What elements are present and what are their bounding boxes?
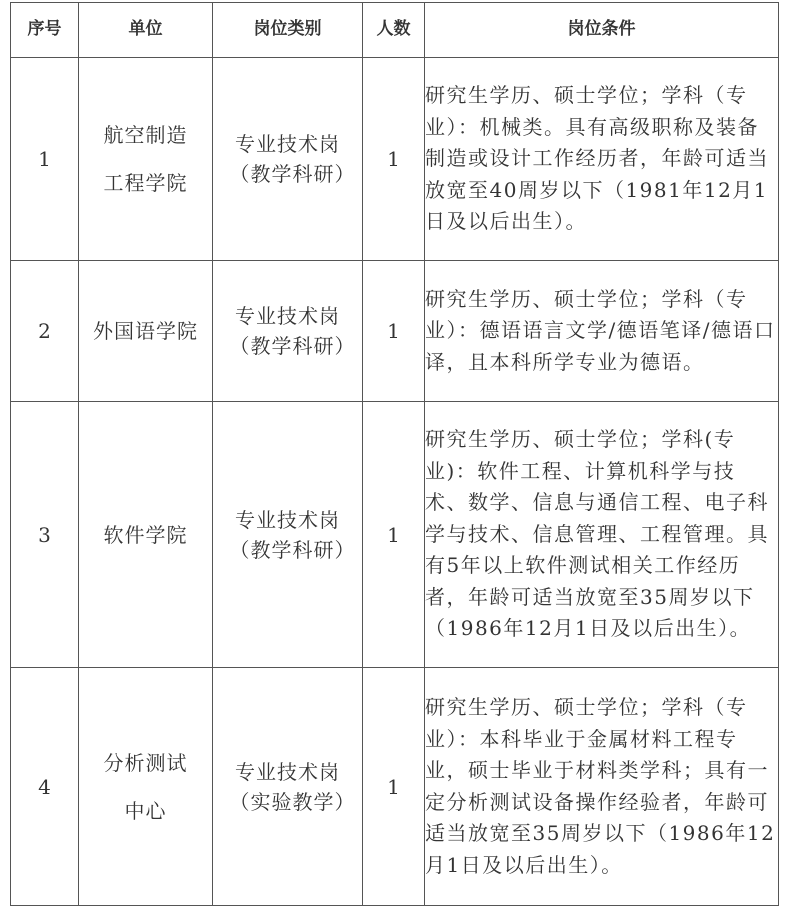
- headcount: 1: [363, 58, 425, 261]
- position-type-cell: [213, 261, 363, 402]
- unit-line: 软件学院: [103, 522, 188, 547]
- position-conditions: 研究生学历、硕士学位；学科(专业)：软件工程、计算机科学与技术、数学、信息与通信工程、电子科学与技术、信息管理、工程管理。具有5年以上软件测试相关工作经历者，年龄可适当放宽至35周岁以下（1986年12月1日及以后出生）。: [425, 402, 779, 668]
- table-row: [11, 402, 779, 668]
- header-count: 人数: [363, 3, 425, 58]
- row-number: 3: [11, 402, 79, 668]
- unit-cell: [79, 261, 213, 402]
- table-row: [11, 58, 779, 261]
- position-type: 专业技术岗（教学科研）: [229, 304, 356, 358]
- row-number: 2: [11, 261, 79, 402]
- header-conditions: 岗位条件: [425, 3, 779, 58]
- header-unit: 单位: [79, 3, 213, 58]
- header-no: 序号: [11, 3, 79, 58]
- position-type-cell: [213, 402, 363, 668]
- row-number: 1: [11, 58, 79, 261]
- headcount: 1: [363, 402, 425, 668]
- row-number: 4: [11, 668, 79, 906]
- position-type: 专业技术岗（教学科研）: [229, 507, 356, 562]
- position-type-cell: [213, 668, 363, 906]
- position-conditions: 研究生学历、硕士学位；学科（专业）：德语语言文学/德语笔译/德语口译，且本科所学专业为德语。: [425, 261, 779, 402]
- unit-line: 中心: [124, 798, 167, 823]
- job-positions-table: [10, 2, 779, 906]
- position-type-cell: [213, 58, 363, 261]
- unit-line: 航空制造: [103, 123, 188, 147]
- headcount: 1: [363, 668, 425, 906]
- position-conditions: 研究生学历、硕士学位；学科（专业）：机械类。具有高级职称及装备制造或设计工作经历者，年龄可适当放宽至40周岁以下（1981年12月1日及以后出生）。: [425, 58, 779, 261]
- table-row: [11, 261, 779, 402]
- unit-cell: [79, 668, 213, 906]
- position-conditions: 研究生学历、硕士学位；学科（专业）：本科毕业于金属材料工程专业，硕士毕业于材料类学科；具有一定分析测试设备操作经验者，年龄可适当放宽至35周岁以下（1986年12月1日及以后出生）。: [425, 668, 779, 906]
- headcount: 1: [363, 261, 425, 402]
- position-type: 专业技术岗（教学科研）: [229, 132, 356, 186]
- unit-line: 外国语学院: [93, 319, 198, 343]
- unit-cell: [79, 402, 213, 668]
- position-type: 专业技术岗（实验教学）: [229, 759, 356, 814]
- unit-line: 工程学院: [103, 171, 188, 195]
- header-type: 岗位类别: [213, 3, 363, 58]
- unit-cell: [79, 58, 213, 261]
- table-header-row: [11, 3, 779, 58]
- table-row: [11, 668, 779, 906]
- unit-line: 分析测试: [103, 750, 188, 775]
